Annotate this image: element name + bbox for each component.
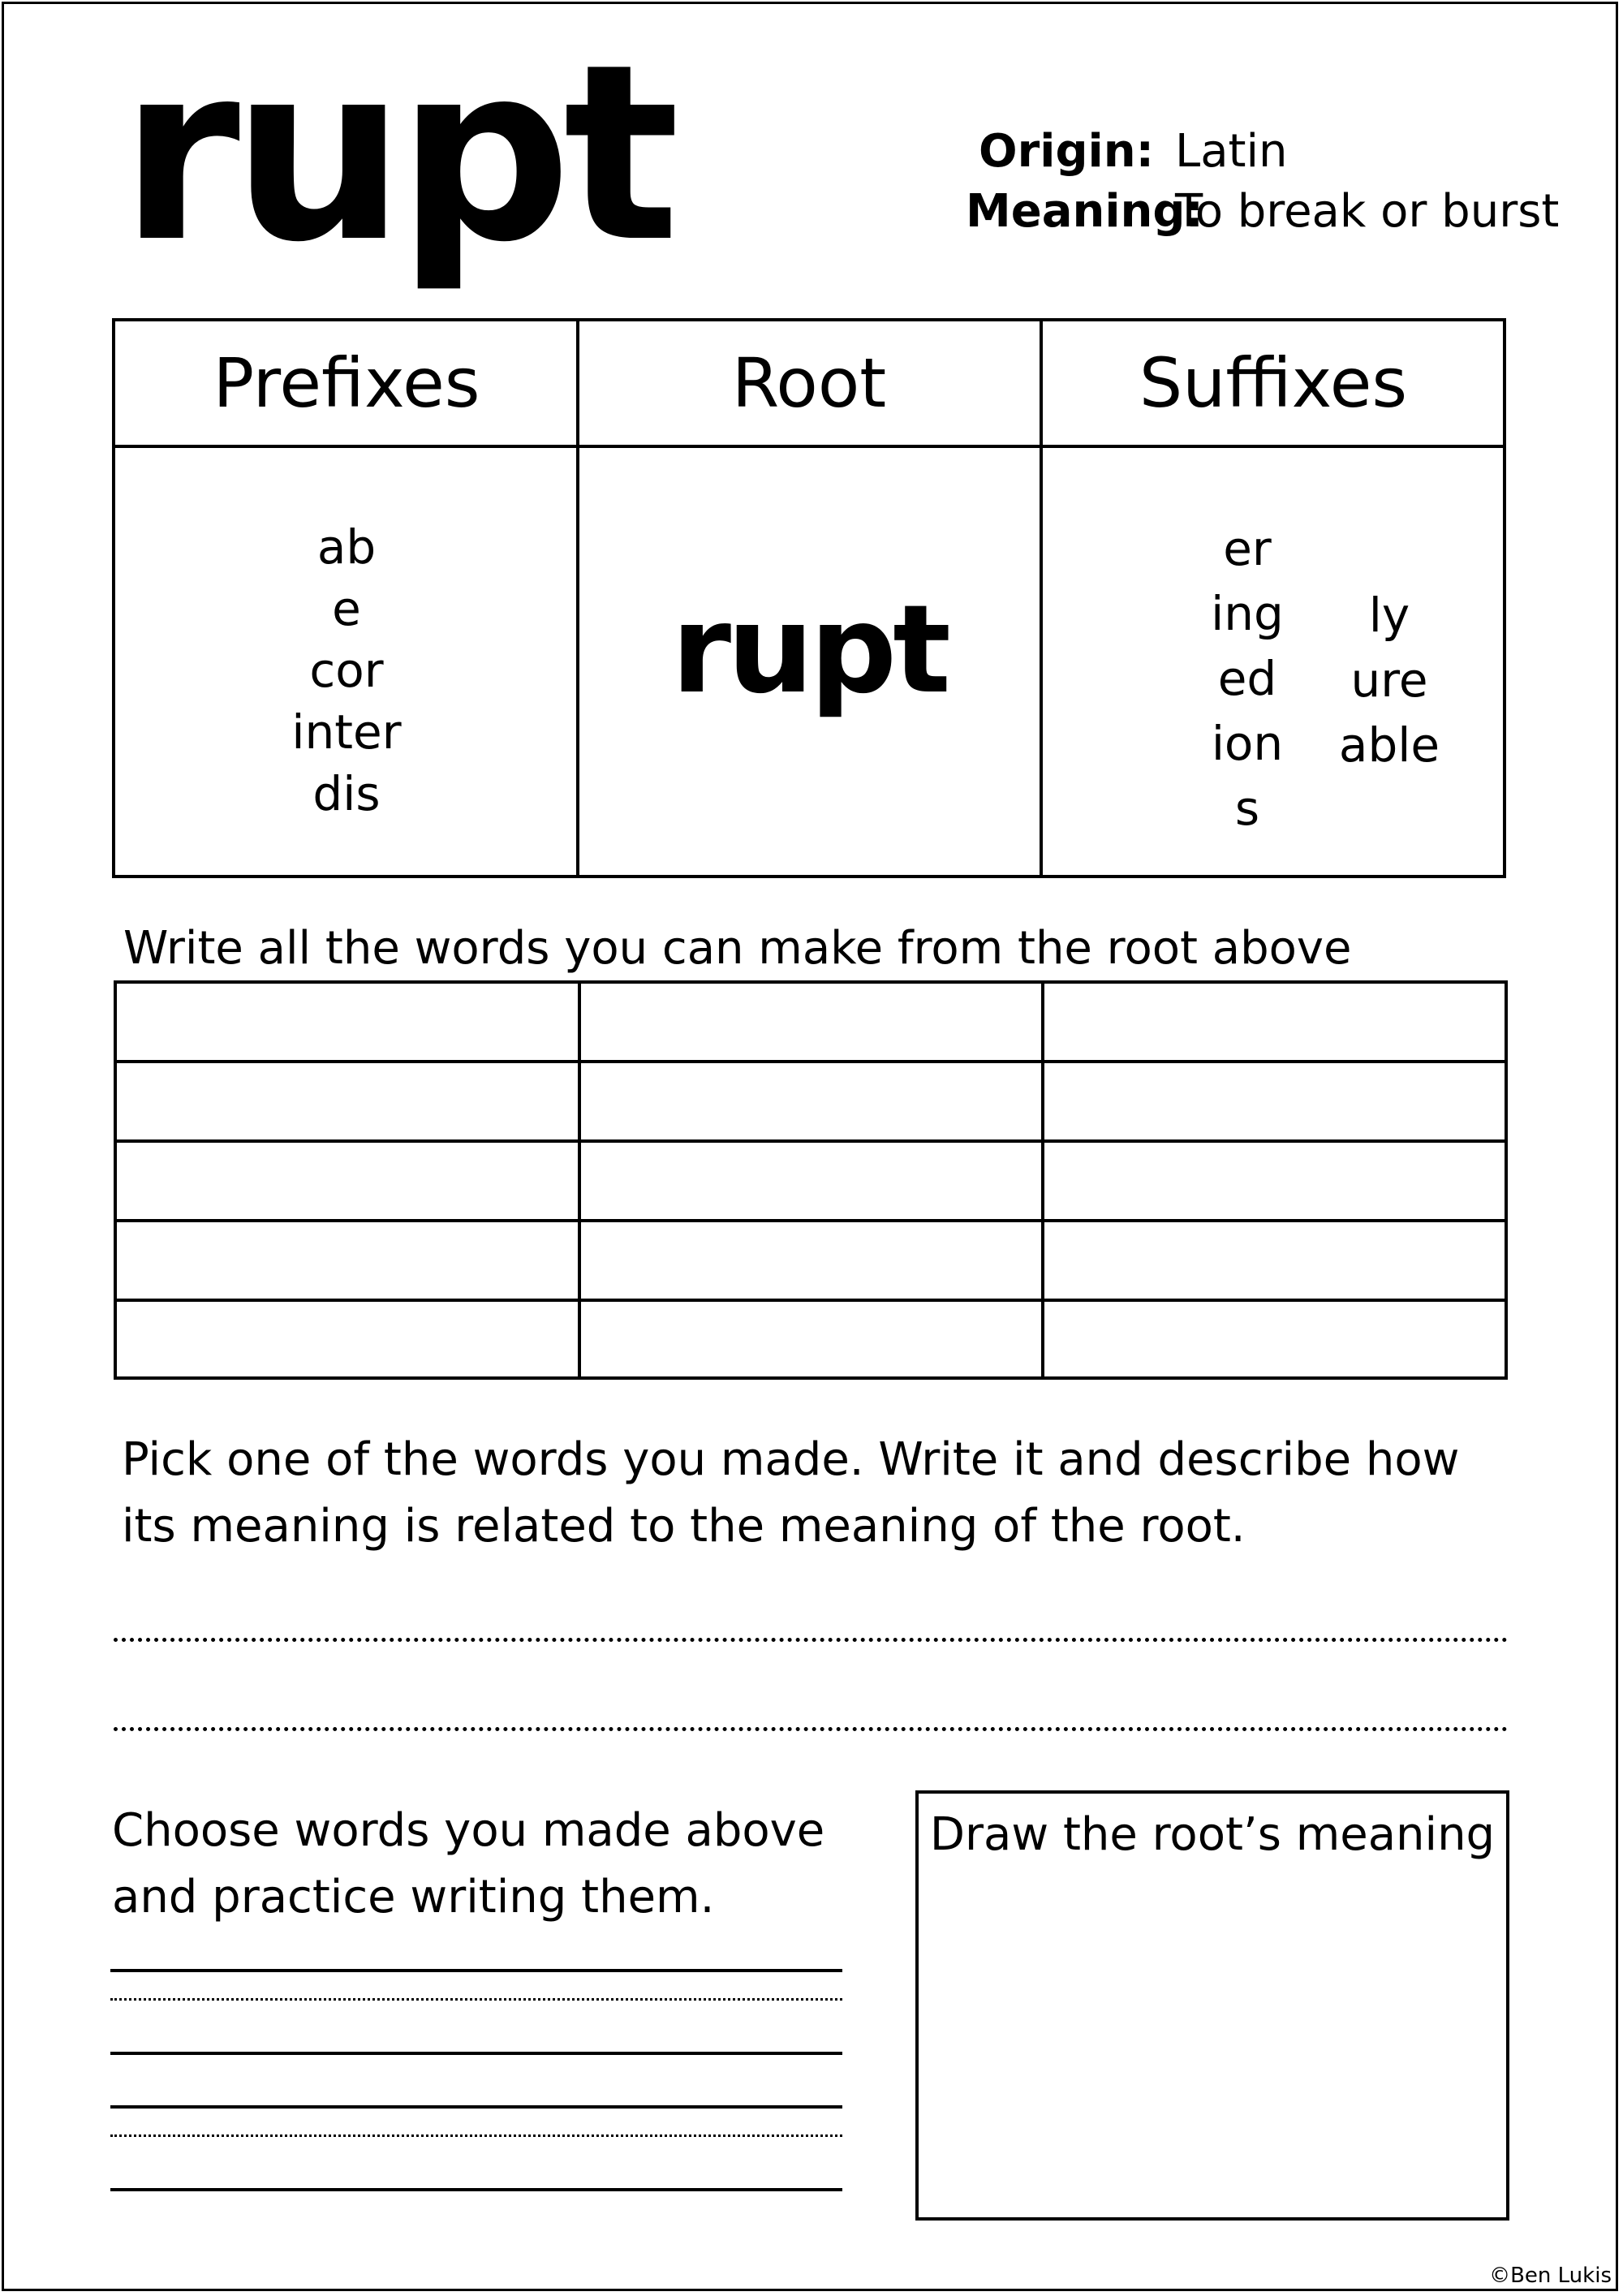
prefix-item: cor [309, 643, 384, 698]
origin-row [966, 122, 1559, 182]
suffix-item: ure [1350, 653, 1428, 708]
pick-prompt [122, 1427, 1459, 1560]
morphology-table [112, 318, 1506, 878]
word-grid [114, 980, 1508, 1380]
answer-line [114, 1638, 1508, 1642]
grid-row-line [117, 1139, 1505, 1143]
suffixes-header: Suffixes [1139, 343, 1408, 423]
meaning-value: To break or burst [1175, 185, 1560, 238]
practice-guide-line [110, 2134, 842, 2137]
prefix-item: ab [316, 519, 377, 575]
prefixes-header: Prefixes [213, 343, 480, 423]
suffix-item: ion [1211, 716, 1284, 771]
prefix-list [115, 516, 578, 825]
suffix-item: s [1234, 781, 1260, 836]
suffix-item: ly [1368, 588, 1410, 643]
grid-divider [1041, 984, 1044, 1376]
pick-prompt-line: its meaning is related to the meaning of the root. [122, 1500, 1246, 1553]
grid-row-line [117, 1299, 1505, 1302]
pick-prompt-line: Pick one of the words you made. Write it and describe how [122, 1433, 1460, 1486]
draw-prompt: Draw the root’s meaning [929, 1808, 1496, 1861]
root-title: rupt [120, 12, 672, 295]
practice-line [110, 2188, 842, 2191]
meaning-label: Meaning: [966, 185, 1203, 238]
answer-line [114, 1727, 1508, 1731]
suffix-list-left [1178, 516, 1316, 841]
grid-row-line [117, 1219, 1505, 1222]
practice-line [110, 1969, 842, 1972]
root-header: Root [731, 343, 887, 423]
suffix-item: able [1338, 717, 1440, 773]
practice-line [110, 2105, 842, 2109]
root-info [966, 122, 1559, 242]
practice-prompt-line: Choose words you made above [112, 1804, 825, 1857]
origin-label: Origin: [979, 125, 1154, 178]
prefix-item: inter [291, 704, 402, 760]
prefix-item: dis [312, 766, 381, 821]
meaning-row [966, 182, 1559, 242]
draw-box [915, 1790, 1509, 2221]
copyright-credit: ©Ben Lukis [1489, 2264, 1612, 2288]
suffix-item: er [1223, 521, 1272, 576]
practice-prompt [112, 1798, 824, 1931]
root-word: rupt [671, 579, 947, 721]
practice-guide-line [110, 1998, 842, 2001]
suffix-list-right [1308, 583, 1470, 778]
prefix-item: e [332, 581, 361, 636]
words-prompt: Write all the words you can make from the root above [123, 922, 1352, 975]
table-header-divider [115, 445, 1503, 448]
suffix-item: ed [1217, 651, 1277, 706]
grid-row-line [117, 1060, 1505, 1063]
suffix-item: ing [1211, 586, 1284, 641]
origin-value: Latin [1175, 125, 1288, 178]
grid-divider [578, 984, 581, 1376]
practice-line [110, 2052, 842, 2055]
practice-prompt-line: and practice writing them. [112, 1871, 715, 1923]
